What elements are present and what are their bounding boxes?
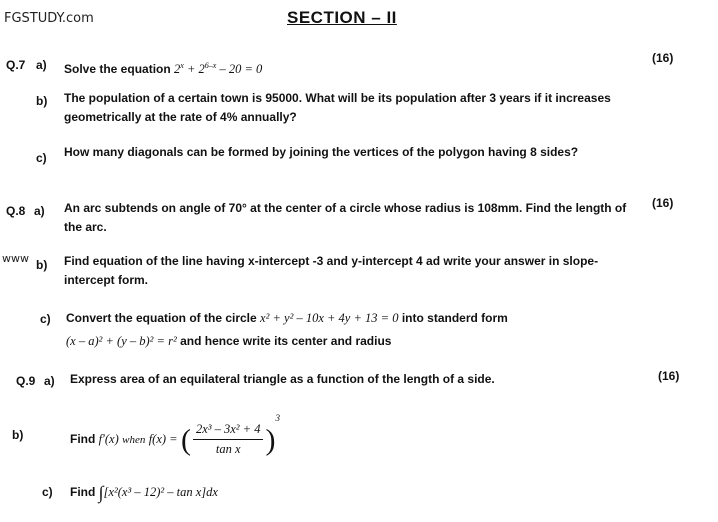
q8c-equation: x² + y² – 10x + 4y + 13 = 0 [260, 311, 399, 325]
q8c-line1 [66, 309, 642, 328]
q9b-label: b) [12, 428, 24, 442]
q9-number: Q.9 [16, 374, 36, 388]
q9b-numerator: 2x³ – 3x² + 4 [193, 420, 264, 440]
q8c-text-after: and hence write its center and radius [180, 334, 392, 348]
q7c-label: c) [36, 151, 47, 165]
q8a-label: a) [34, 204, 45, 218]
q7a-text [64, 56, 262, 79]
q8c-line2 [66, 332, 391, 351]
q7-number: Q.7 [6, 58, 26, 72]
q7-marks: (16) [652, 51, 674, 65]
side-watermark: www [2, 252, 29, 265]
q9b-power: 3 [275, 413, 280, 423]
q9b-fraction [193, 420, 264, 459]
q8-number: Q.8 [6, 204, 26, 218]
q9b-text [70, 409, 280, 459]
q7a-label: a) [36, 58, 47, 72]
q8b-label: b) [36, 258, 48, 272]
q9c-integrand: [x²(x³ – 12)² – tan x]dx [103, 485, 218, 499]
q9b-left-paren: ( [180, 423, 191, 457]
q7b-text: The population of a certain town is 95000. What will be its population after 3 years if it increases geometrically at the rate of 4% annually? [64, 91, 611, 124]
q9b-denominator: tan x [215, 442, 241, 457]
q9c-text-before: Find [70, 485, 96, 499]
q8b-text: Find equation of the line having x-intercept -3 and y-intercept 4 ad write your answer in slope-intercept form. [64, 254, 599, 287]
q8c-text-before: Convert the equation of the circle [66, 311, 257, 325]
q9a-label: a) [44, 374, 55, 388]
q7b-label: b) [36, 94, 48, 108]
q9b-fx: f(x) = [148, 432, 178, 446]
q9b-text-before: Find [70, 432, 96, 446]
q8-marks: (16) [652, 196, 674, 210]
q9b-right-paren: ) [265, 423, 276, 457]
q8c-standard-form: (x – a)² + (y – b)² = r² [66, 334, 177, 348]
q7c-text: How many diagonals can be formed by joining the vertices of the polygon having 8 sides? [64, 145, 579, 159]
q8c-label: c) [40, 312, 51, 326]
integral-sign-icon: ∫ [98, 482, 104, 503]
q9b-fprime: f′(x) [98, 432, 119, 446]
section-title: SECTION – II [287, 8, 397, 27]
q7a-text-before: Solve the equation [64, 62, 171, 77]
q9-marks: (16) [658, 369, 680, 383]
q8a-text: An arc subtends on angle of 70° at the center of a circle whose radius is 108mm. Find the length of the arc. [64, 201, 627, 234]
q8c-text-mid: into standerd form [401, 311, 508, 325]
q9c-text [70, 483, 218, 502]
q9a-text: Express area of an equilateral triangle as a function of the length of a side. [70, 372, 495, 386]
q9c-label: c) [42, 485, 53, 499]
q9b-when: when [122, 434, 146, 446]
q7a-equation: $2^x + 2^{6-x} - 20 = 0$ [174, 61, 263, 77]
watermark: FGSTUDY.com [4, 11, 94, 26]
